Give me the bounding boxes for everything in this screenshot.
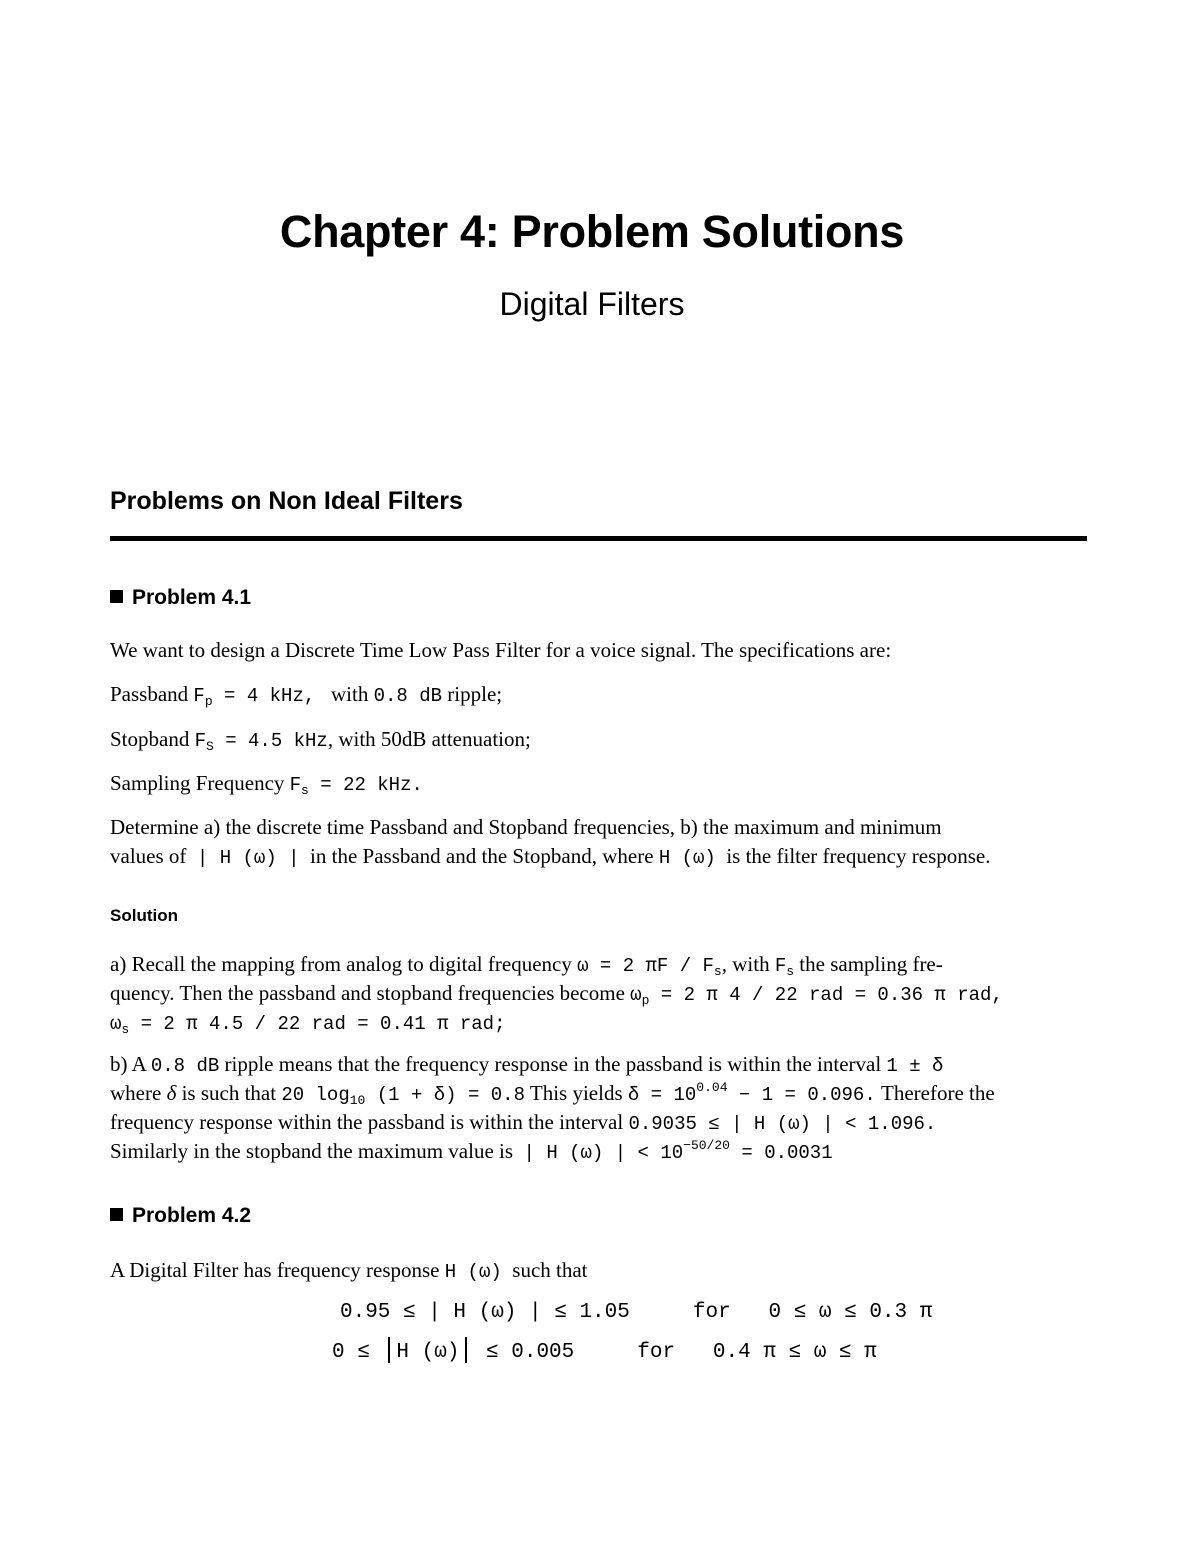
solution-a-line-1: a) Recall the mapping from analog to digital frequency ω = 2 πF / $F_s$, with $F_s$ the sampling fre- bbox=[110, 952, 943, 979]
omega-p-equation: $\omega_p = 2$ π 4 / 22 rad = 0.36 π rad, bbox=[630, 984, 1003, 1008]
solution-a-line-3 bbox=[110, 1008, 505, 1039]
solution-label: Solution bbox=[110, 906, 178, 925]
solution-b-line-3: frequency response within the passband is within the interval 0.9035 ≤ | H (ω) | < 1.096. bbox=[110, 1110, 937, 1135]
solution-b-line-1: b) A 0.8 dB ripple means that the frequency response in the passband is within the interval 1 ± δ bbox=[110, 1052, 944, 1077]
problem-4-1-intro: We want to design a Discrete Time Low Pass Filter for a voice signal. The specifications are: bbox=[110, 638, 892, 662]
equation-passband bbox=[340, 1301, 932, 1324]
solution-a-line-2: quency. Then the passband and stopband frequencies become $\omega_p = 2$ π 4 / 22 rad = 0.36 π rad, bbox=[110, 981, 1003, 1008]
sampling-symbol: $F_s = 22$ kHz. bbox=[289, 774, 423, 798]
stopband-max-equation: | H (ω) | < $10^{-50/20} = 0.0031$ bbox=[523, 1138, 833, 1164]
omega-s-equation: $\omega_s = 2$ π 4.5 / 22 rad = 0.41 π rad; bbox=[110, 1013, 506, 1037]
problem-4-2-title: Problem 4.2 bbox=[132, 1204, 252, 1227]
task-line-2: values of | H (ω) | in the Passband and the Stopband, where H (ω) is the filter frequency response. bbox=[110, 844, 991, 869]
solution-b-line-2: where δ is such that 20 $\log_{10} (1 + \delta) = 0.8$ This yields $\delta = 10^{0.04} - 1 = 0.096$. Therefore the bbox=[110, 1080, 995, 1108]
section-heading: Problems on Non Ideal Filters bbox=[110, 487, 463, 515]
eq1-range: 0 ≤ ω ≤ 0.3 π bbox=[768, 1301, 933, 1324]
eq2-mid: H (ω) bbox=[396, 1341, 460, 1364]
eq1-left: 0.95 ≤ | H (ω) | ≤ 1.05 bbox=[340, 1301, 630, 1324]
passband-spec bbox=[110, 680, 502, 711]
delta-symbol: δ bbox=[166, 1081, 177, 1105]
chapter-title: Chapter 4: Problem Solutions bbox=[279, 206, 905, 257]
task-line-1: Determine a) the discrete time Passband and Stopband frequencies, b) the maximum and minimum bbox=[110, 815, 942, 839]
bullet-square-icon bbox=[110, 590, 123, 603]
passband-ripple-value: 0.8 dB bbox=[373, 685, 443, 707]
h-omega-expression: H (ω) bbox=[444, 1261, 502, 1283]
stopband-prefix: Stopband bbox=[110, 727, 190, 751]
mapping-equation: ω = 2 πF / $F_s$ bbox=[577, 955, 722, 979]
solution-b-line-4: Similarly in the stopband the maximum value is | H (ω) | < $10^{-50/20} = 0.0031$ bbox=[110, 1138, 833, 1164]
problem-4-1-heading bbox=[110, 586, 251, 610]
fs-symbol: $F_s$ bbox=[774, 955, 795, 979]
section-divider bbox=[110, 536, 1087, 541]
interval-expression: 1 ± δ bbox=[886, 1055, 944, 1077]
magnitude-expression: | H (ω) | bbox=[196, 847, 300, 869]
log-equation: 20 $\log_{10} (1 + \delta) = 0.8$ bbox=[281, 1084, 525, 1108]
bullet-square-icon bbox=[110, 1208, 123, 1221]
eq2-for: for bbox=[637, 1341, 676, 1364]
stopband-spec bbox=[110, 725, 531, 756]
eq2-range: 0.4 π ≤ ω ≤ π bbox=[712, 1341, 877, 1364]
passband-suffix: ripple; bbox=[447, 682, 503, 706]
passband-mid: with bbox=[331, 682, 369, 706]
abs-bar-left bbox=[388, 1337, 390, 1363]
stopband-suffix: , with 50dB attenuation; bbox=[327, 727, 531, 751]
h-omega-expression: H (ω) bbox=[658, 847, 716, 869]
sampling-spec bbox=[110, 769, 423, 800]
eq2-left: 0 ≤ bbox=[332, 1341, 370, 1364]
sampling-prefix: Sampling Frequency bbox=[110, 771, 285, 795]
abs-bar-right bbox=[465, 1337, 467, 1363]
delta-equation: $\delta = 10^{0.04} - 1 = 0.096$. bbox=[627, 1080, 876, 1106]
problem-4-1-title: Problem 4.1 bbox=[132, 586, 252, 609]
eq1-for: for bbox=[692, 1301, 731, 1324]
passband-interval-equation: 0.9035 ≤ | H (ω) | < 1.096. bbox=[628, 1113, 937, 1135]
equation-stopband bbox=[332, 1337, 877, 1364]
ripple-value: 0.8 dB bbox=[150, 1055, 220, 1077]
stopband-symbol: $F_S = 4.5$ kHz bbox=[194, 730, 328, 754]
eq2-right: ≤ 0.005 bbox=[486, 1341, 575, 1364]
passband-symbol: $F_p = 4$ kHz, bbox=[193, 685, 316, 709]
chapter-subtitle: Digital Filters bbox=[499, 286, 685, 322]
problem-4-2-heading bbox=[110, 1204, 251, 1228]
passband-prefix: Passband bbox=[110, 682, 189, 706]
problem-4-2-intro: A Digital Filter has frequency response H (ω) such that bbox=[110, 1258, 588, 1283]
